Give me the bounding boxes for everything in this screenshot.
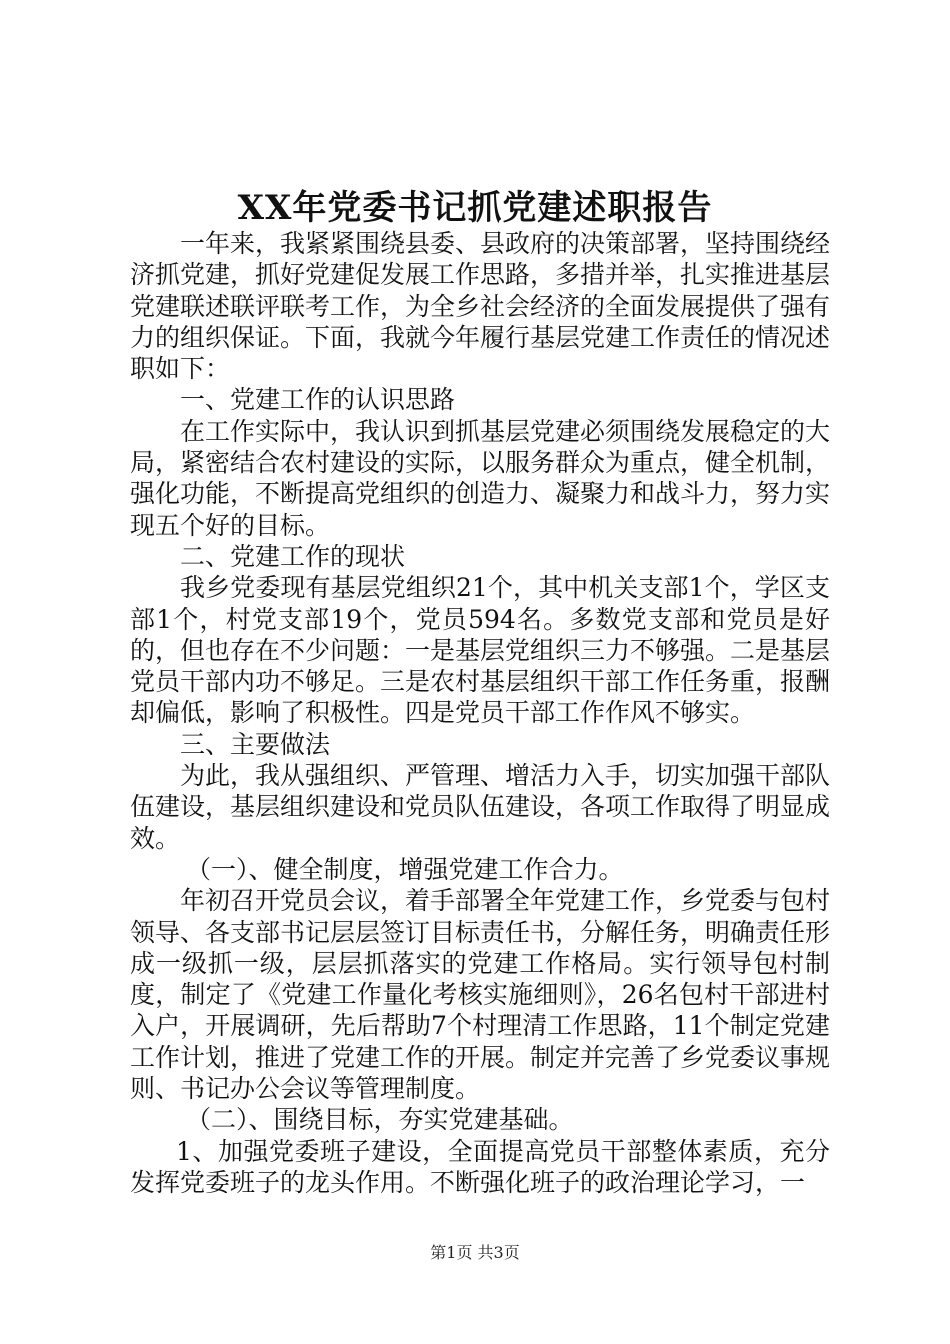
section-heading-3: 三、主要做法 [180, 729, 331, 759]
body-paragraph: 年初召开党员会议，着手部署全年党建工作，乡党委与包村领导、各支部书记层层签订目标责任书，分解任务，明确责任形成一级抓一级，层层抓落实的党建工作格局。实行领导包村制度，制定了《党建工作量化考核实施细则》，26名包村干部进村入户，开展调研，先后帮助7个村理清工作思路，11个制定党建工作计划，推进了党建工作的开展。制定并完善了乡党委议事规则、书记办公会议等管理制度。 [130, 886, 831, 1104]
section-heading-2: 二、党建工作的现状 [180, 541, 406, 571]
body-paragraph: 1、加强党委班子建设，全面提高党员干部整体素质，充分发挥党委班子的龙头作用。不断强化班子的政治理论学习，一 [130, 1136, 830, 1197]
body-paragraph: 为此，我从强组织、严管理、增活力入手，切实加强干部队伍建设，基层组织建设和党员队伍建设，各项工作取得了明显成效。 [130, 761, 831, 853]
subsection-heading-2: （二）、围绕目标，夯实党建基础。 [186, 1105, 574, 1135]
document-body [130, 228, 830, 1198]
body-paragraph: 我乡党委现有基层党组织21个，其中机关支部1个，学区支部1个，村党支部19个，党员594名。多数党支部和党员是好的，但也存在不少问题：一是基层党组织三力不够强。二是基层党员干部内功不够足。三是农村基层组织干部工作任务重，报酬却偏低，影响了积极性。四是党员干部工作作风不够实。 [130, 573, 831, 728]
subsection-heading-1: （一）、健全制度，增强党建工作合力。 [186, 854, 624, 884]
body-paragraph: 在工作实际中，我认识到抓基层党建必须围绕发展稳定的大局，紧密结合农村建设的实际，以服务群众为重点，健全机制，强化功能，不断提高党组织的创造力、凝聚力和战斗力，努力实现五个好的目标。 [130, 416, 831, 540]
intro-paragraph: 一年来，我紧紧围绕县委、县政府的决策部署，坚持围绕经济抓党建，抓好党建促发展工作思路，多措并举，扎实推进基层党建联述联评联考工作，为全乡社会经济的全面发展提供了强有力的组织保证。下面，我就今年履行基层党建工作责任的情况述职如下： [130, 229, 831, 384]
document-title: XX年党委书记抓党建述职报告 [237, 188, 713, 228]
section-heading-1: 一、党建工作的认识思路 [180, 385, 456, 415]
page-number-footer: 第1页 共3页 [430, 1243, 520, 1262]
